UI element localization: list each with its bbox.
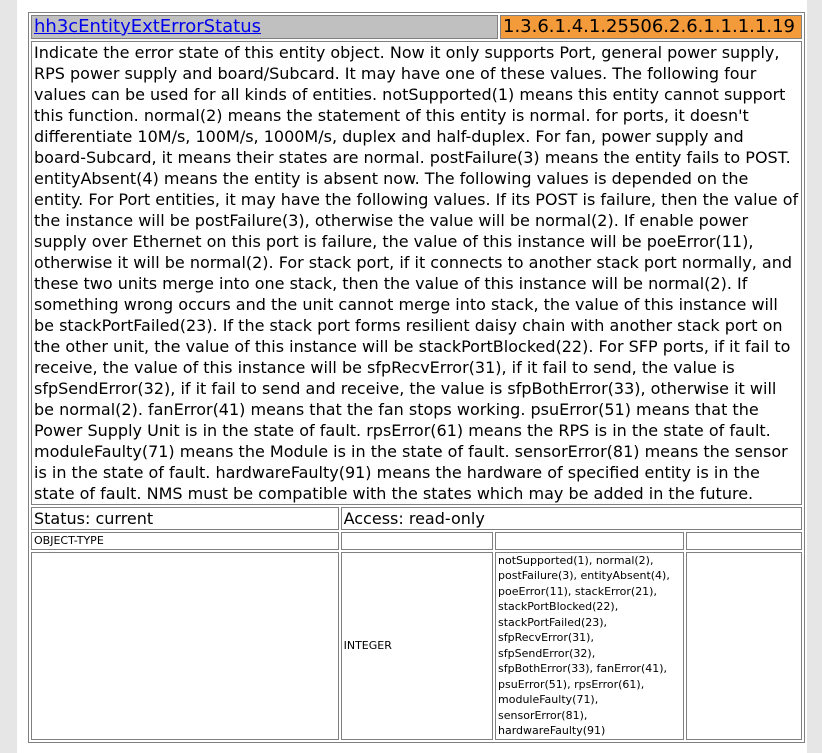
macro-row [31,532,802,550]
macro-empty-3 [686,532,802,550]
enum-value-line: sensorError(81), [498,708,588,722]
syntax-empty-2 [686,552,802,740]
object-oid: 1.3.6.1.4.1.25506.2.6.1.1.1.1.19 [500,15,802,39]
status-row [31,507,802,530]
object-name-link[interactable]: hh3cEntityExtErrorStatus [34,16,262,37]
enum-value-line: moduleFaulty(71), [498,693,599,706]
header-row [31,15,802,39]
object-name-cell [31,15,498,39]
macro-cell: OBJECT-TYPE [31,532,339,550]
access-cell: Access: read-only [341,507,802,530]
macro-empty-2 [495,532,684,550]
enum-value-line: stackPortBlocked(22), [498,600,619,613]
macro-empty-1 [341,532,493,550]
enum-value-line: stackPortFailed(23), [498,615,608,629]
enum-value-line: sfpBothError(33), fanError(41), [498,662,668,675]
enum-value-line: notSupported(1), normal(2), [498,553,654,567]
syntax-empty-1 [31,552,339,740]
syntax-row [31,552,802,740]
enum-value-line: poeError(11), stackError(21), [498,584,657,598]
content-panel [17,0,807,753]
object-description: Indicate the error state of this entity object. Now it only supports Port, general power supply, RPS power supply and board/Subcard. It may have one of these values. The following four values can be used for all kinds of entities. notSupported(1) means this entity cannot support this function. normal(2) means the statement of this entity is normal. for ports, it doesn't differentiate 10M/s, 100M/s, 1000M/s, duplex and half-duplex. For fan, power supply and board-Subcard, it means their states are normal. postFailure(3) means the entity fails to POST. entityAbsent(4) means the entity is absent now. The following values is depended on the entity. For Port entities, it may have the following values. If its POST is failure, then the value of the instance will be postFailure(3), otherwise the value will be normal(2). If enable power supply over Ethernet on this port is failure, the value of this instance will be poeError(11), otherwise it will be normal(2). For stack port, if it connects to another stack port normally, and these two units merge into one stack, then the value of this instance will be normal(2). If something wrong occurs and the unit cannot merge into stack, the value of this instance will be stackPortFailed(23). If the stack port forms resilient daisy chain with another stack port on the other unit, the value of this instance will be stackPortBlocked(22). For SFP ports, if it fail to receive, the value of this instance will be sfpRecvError(31), if it fail to send, the value is sfpSendError(32), if it fail to send and receive, the value is sfpBothError(33), otherwise it will be normal(2). fanError(41) means that the fan stops working. psuError(51) means that the Power Supply Unit is in the state of fault. rpsError(61) means the RPS is in the state of fault. moduleFaulty(71) means the Module is in the state of fault. sensorError(81) means the sensor is in the state of fault. hardwareFaulty(91) means the hardware of specified entity is in the state of fault. NMS must be compatible with the states which may be added in the future. [31,41,802,505]
description-row [31,41,802,505]
enum-value-line: hardwareFaulty(91) [498,724,606,737]
mib-object-table [28,12,805,743]
status-cell: Status: current [31,507,339,530]
enum-value-line: sfpSendError(32), [498,646,596,660]
enum-value-line: psuError(51), rpsError(61), [498,677,645,691]
enum-values-cell [495,552,684,740]
syntax-cell: INTEGER [341,552,493,740]
enum-value-line: postFailure(3), entityAbsent(4), [498,569,670,582]
enum-value-line: sfpRecvError(31), [498,631,594,644]
